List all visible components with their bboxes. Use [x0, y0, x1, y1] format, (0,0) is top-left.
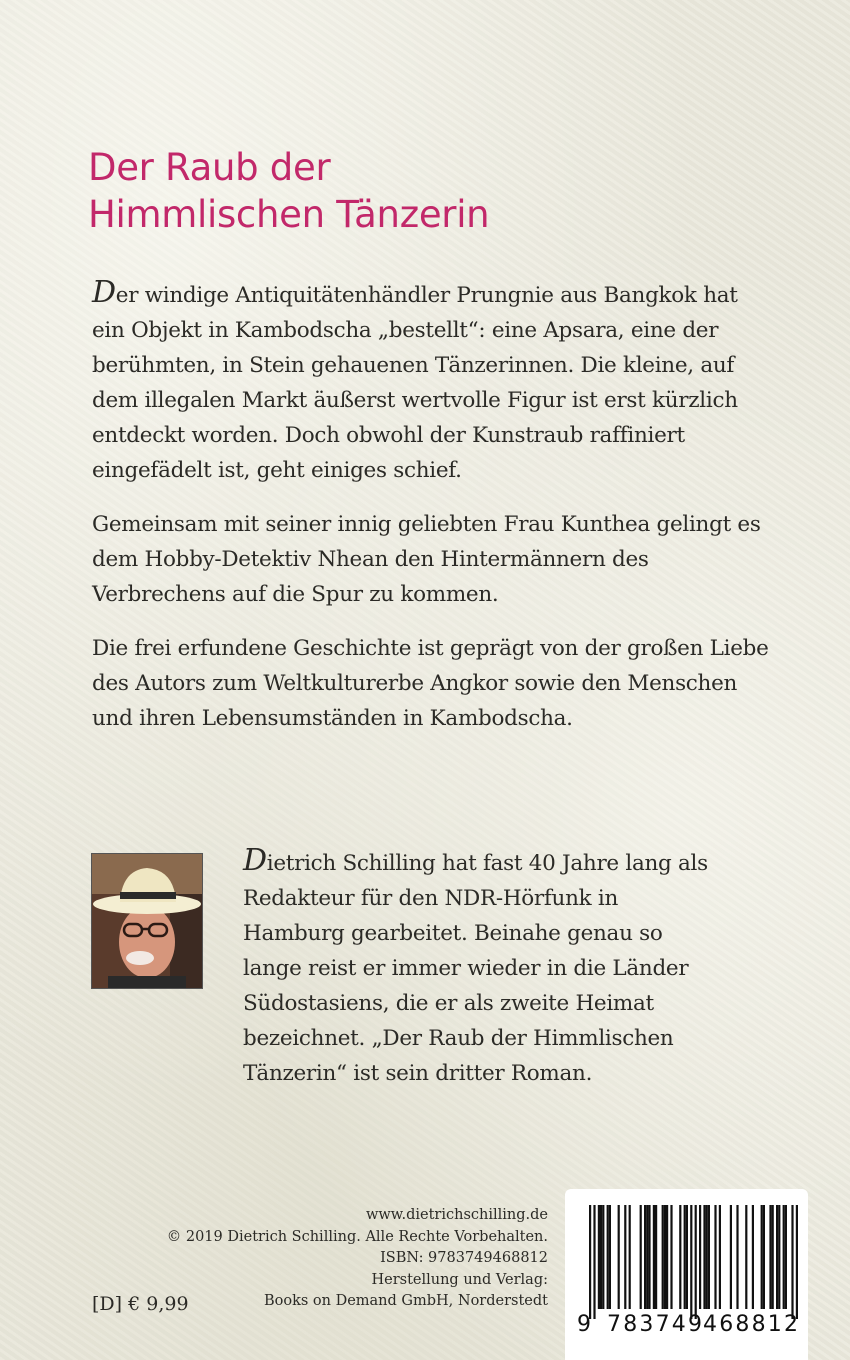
- barcode-bar: [714, 1205, 716, 1309]
- barcode-bar: [648, 1205, 650, 1309]
- isbn-text: ISBN: 9783749468812: [380, 1250, 548, 1266]
- barcode-group-left: 783749: [607, 1312, 705, 1337]
- barcode-digits: [565, 1312, 808, 1346]
- barcode-bar: [745, 1205, 747, 1309]
- barcode-bar: [796, 1205, 798, 1319]
- blurb-paragraph-1-text: er windige Antiquitätenhändler Prungnie aus Bangkok hat ein Objekt in Kambodscha „bestellt“: eine Apsara, eine der berühmten, in Stein gehauenen Tänzerinnen. Die kleine, auf dem illegalen Markt äußerst wertvolle Figur ist erst kürzlich entdeckt worden. Doch obwohl der Kunstraub raffiniert eingefädelt ist, geht einiges schief.: [92, 283, 738, 483]
- publisher-name: Books on Demand GmbH, Norderstedt: [263, 1293, 548, 1309]
- barcode-bar: [730, 1205, 732, 1309]
- barcode-bar: [769, 1205, 771, 1309]
- publisher-label: Herstellung und Verlag:: [371, 1271, 548, 1288]
- barcode-bar: [618, 1205, 620, 1309]
- barcode-bar: [778, 1205, 780, 1309]
- barcode-bar: [684, 1205, 686, 1309]
- barcode-bar: [640, 1205, 642, 1309]
- barcode-bar: [706, 1205, 708, 1309]
- blurb-paragraph-2: Gemeinsam mit seiner innig geliebten Frau Kunthea gelingt es dem Hobby-Detektiv Nhean den Hintermännern des Verbrechens auf die Spur zu kommen.: [92, 512, 761, 607]
- barcode-bar: [719, 1205, 721, 1309]
- author-bio-paragraph: [243, 843, 713, 1091]
- barcode-bar: [736, 1205, 738, 1309]
- author-bio: [243, 843, 713, 1091]
- barcode-bar: [602, 1205, 604, 1309]
- barcode-bar: [662, 1205, 664, 1309]
- barcode-bar: [666, 1205, 668, 1309]
- copyright-notice: © 2019 Dietrich Schilling. Alle Rechte Vorbehalten.: [166, 1228, 548, 1245]
- book-title-line2: Himmlischen Tänzerin: [88, 193, 490, 236]
- book-blurb: [92, 275, 772, 755]
- barcode-bar: [664, 1205, 666, 1309]
- barcode-bar: [791, 1205, 793, 1319]
- isbn-barcode: [565, 1189, 808, 1360]
- barcode-bar: [686, 1205, 688, 1309]
- barcode-bar: [624, 1205, 626, 1309]
- barcode-bar: [629, 1205, 631, 1309]
- barcode-bar: [609, 1205, 611, 1309]
- book-title: [88, 144, 728, 238]
- barcode-bars: [565, 1189, 808, 1319]
- barcode-bar: [653, 1205, 655, 1309]
- barcode-bar: [703, 1205, 705, 1309]
- author-bio-dropcap: D: [243, 843, 267, 878]
- barcode-bar: [776, 1205, 778, 1309]
- barcode-bar: [752, 1205, 754, 1309]
- barcode-bar: [772, 1205, 774, 1309]
- barcode-bar: [785, 1205, 787, 1309]
- barcode-bar: [783, 1205, 785, 1309]
- barcode-digit-first: 9: [577, 1312, 591, 1337]
- barcode-bar: [593, 1205, 595, 1319]
- author-bio-text: ietrich Schilling hat fast 40 Jahre lang als Redakteur für den NDR-Hörfunk in Hamburg gearbeitet. Beinahe genau so lange reist er immer wieder in die Länder Südostasiens, die er als zweite Heimat bezeichnet. „Der Raub der Himmlischen Tänzerin“ ist sein dritter Roman.: [243, 851, 708, 1086]
- imprint-block: [128, 1205, 548, 1313]
- blurb-paragraph-1: [92, 275, 772, 488]
- blurb-paragraph-3: Die frei erfundene Geschichte ist geprägt von der großen Liebe des Autors zum Weltkulturerbe Angkor sowie den Menschen und ihren Lebensumständen in Kambodscha.: [92, 636, 769, 731]
- barcode-bar: [695, 1205, 697, 1319]
- blurb-dropcap: D: [92, 275, 116, 310]
- author-photo: [91, 853, 203, 989]
- barcode-bar: [690, 1205, 692, 1319]
- barcode-bar: [644, 1205, 646, 1309]
- barcode-bar: [670, 1205, 672, 1309]
- barcode-bar: [589, 1205, 591, 1319]
- barcode-group-right: 468812: [703, 1312, 801, 1337]
- author-portrait-image: [92, 854, 202, 988]
- barcode-bar: [763, 1205, 765, 1309]
- author-website: www.dietrichschilling.de: [365, 1207, 548, 1223]
- barcode-bar: [607, 1205, 609, 1309]
- barcode-bar: [646, 1205, 648, 1309]
- barcode-bar: [761, 1205, 763, 1309]
- barcode-bar: [598, 1205, 600, 1309]
- barcode-bar: [600, 1205, 602, 1309]
- barcode-bar: [679, 1205, 681, 1309]
- barcode-bar: [655, 1205, 657, 1309]
- barcode-bar: [699, 1205, 701, 1309]
- price-tag: [D] € 9,99: [92, 1293, 189, 1315]
- book-title-line1: Der Raub der: [88, 146, 331, 189]
- barcode-bar: [708, 1205, 710, 1309]
